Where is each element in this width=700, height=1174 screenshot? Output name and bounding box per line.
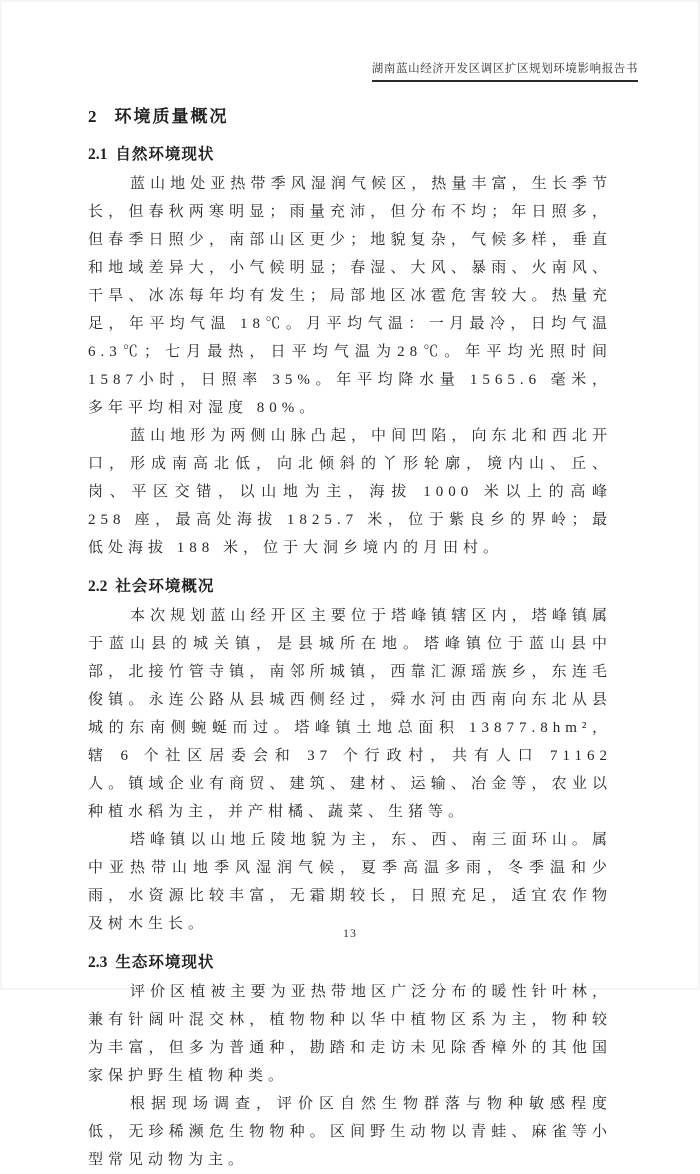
paragraph-vegetation: 评价区植被主要为亚热带地区广泛分布的暖性针叶林，兼有针阔叶混交林，植物物种以华中植物区系为主，物种较为丰富，但多为普通种，勘踏和走访未见除香樟外的其他国家保护野生植物种类。 [88, 984, 612, 1084]
header-title: 湖南蓝山经济开发区调区扩区规划环境影响报告书 [372, 62, 638, 82]
section-number: 2.1 [88, 146, 108, 163]
paragraph-climate: 蓝山地处亚热带季风湿润气候区，热量丰富，生长季节长，但春秋两寒明显；雨量充沛，但分布不均；年日照多，但春季日照少，南部山区更少；地貌复杂，气候多样，垂直和地域差异大，小气候明显；春湿、大风、暴雨、火南风、干旱、冰冻每年均有发生；局部地区冰雹危害较大。热量充足，年平均气温 18℃。月平均气温：一月最冷，日均气温6.3℃；七月最热，日平均气温为28℃。年平均光照时间1587小时，日照率 35%。年平均降水量 1565.6 毫米，多年平均相对湿度 80%。 [88, 176, 612, 416]
page-number: 13 [343, 926, 357, 940]
section-number: 2.2 [88, 578, 108, 595]
section-number: 2.3 [88, 954, 108, 971]
page-footer [0, 924, 700, 942]
paragraph-town-geography: 塔峰镇以山地丘陵地貌为主，东、西、南三面环山。属中亚热带山地季风湿润气候，夏季高温多雨，冬季温和少雨，水资源比较丰富，无霜期较长，日照充足，适宜农作物及树木生长。 [88, 832, 612, 932]
chapter-title: 环境质量概况 [114, 107, 229, 126]
section-title: 生态环境现状 [115, 954, 215, 971]
paragraph-wildlife: 根据现场调查，评价区自然生物群落与物种敏感程度低，无珍稀濒危生物物种。区间野生动物以青蛙、麻雀等小型常见动物为主。 [88, 1096, 612, 1168]
section-heading-2-2 [88, 574, 612, 600]
paragraph-town-overview: 本次规划蓝山经开区主要位于塔峰镇辖区内，塔峰镇属于蓝山县的城关镇，是县城所在地。塔峰镇位于蓝山县中部，北接竹管寺镇，南邻所城镇，西靠汇源瑶族乡，东连毛俊镇。永连公路从县城西侧经过，舜水河由西南向东北从县城的东南侧蜿蜒而过。塔峰镇土地总面积 13877.8hm²，辖 6 个社区居委会和 37 个行政村，共有人口 71162 人。镇域企业有商贸、建筑、建材、运输、冶金等，农业以种植水稻为主，并产柑橘、蔬菜、生猪等。 [88, 608, 612, 820]
page-header [372, 59, 638, 82]
section-heading-2-1 [88, 142, 612, 168]
chapter-number: 2 [88, 107, 97, 126]
document-content [88, 104, 612, 1174]
section-title: 社会环境概况 [115, 578, 215, 595]
section-heading-2-3 [88, 950, 612, 976]
section-title: 自然环境现状 [115, 146, 215, 163]
chapter-heading [88, 104, 612, 130]
paragraph-terrain: 蓝山地形为两侧山脉凸起，中间凹陷，向东北和西北开口，形成南高北低，向北倾斜的丫形轮廓，境内山、丘、岗、平区交错，以山地为主，海拔 1000 米以上的高峰258 座，最高处海拔 1825.7 米，位于紫良乡的界岭；最低处海拔 188 米，位于大洞乡境内的月田村。 [88, 428, 612, 556]
